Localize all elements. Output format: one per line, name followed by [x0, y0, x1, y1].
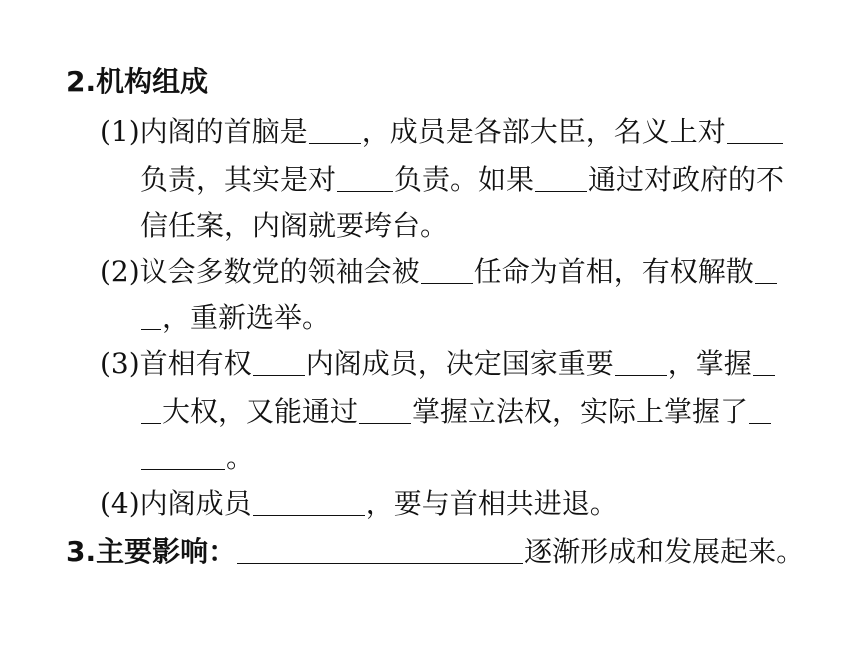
section-2-title: 2.机构组成 [66, 65, 209, 98]
blank[interactable] [237, 537, 523, 564]
blank[interactable] [337, 165, 393, 192]
item-1-line-2: 负责，其实是对 负责。如果 通过对政府的不 [140, 163, 785, 196]
item-1-line-1: (1)内阁的首脑是 ，成员是各部大臣，名义上对 [100, 112, 860, 152]
blank[interactable] [309, 117, 361, 144]
blank[interactable] [141, 303, 161, 330]
blank[interactable] [615, 349, 667, 376]
blank[interactable] [535, 165, 587, 192]
item-2-line-1: (2)议会多数党的领袖会被 任命为首相，有权解散 [100, 252, 860, 292]
item-1-line-3: 信任案，内阁就要垮台。 [140, 209, 449, 242]
blank[interactable] [727, 117, 783, 144]
item-2-line-2: ，重新选举。 [140, 298, 860, 338]
item-3-line-3: 。 [140, 438, 860, 478]
blank[interactable] [253, 349, 305, 376]
item-3-number: (3) [100, 347, 140, 380]
blank[interactable] [359, 397, 411, 424]
item-3-line-1: (3)首相有权 内阁成员，决定国家重要 ，掌握 [100, 344, 860, 384]
blank[interactable] [749, 397, 771, 424]
blank[interactable] [753, 349, 775, 376]
item-4-line-1: (4)内阁成员 ，要与首相共进退。 [100, 487, 618, 520]
blank[interactable] [253, 489, 365, 516]
item-1-number: (1) [100, 115, 140, 148]
blank[interactable] [755, 257, 777, 284]
item-3-line-2: 大权，又能通过 掌握立法权，实际上掌握了 [140, 392, 860, 432]
section-3-title: 3.主要影响： [66, 535, 237, 568]
blank[interactable] [421, 257, 473, 284]
item-2-number: (2) [100, 255, 140, 288]
item-4-number: (4) [100, 487, 140, 520]
blank[interactable] [141, 397, 161, 424]
blank[interactable] [141, 443, 225, 470]
section-3-line: 3.主要影响： 逐渐形成和发展起来。 [66, 535, 805, 568]
